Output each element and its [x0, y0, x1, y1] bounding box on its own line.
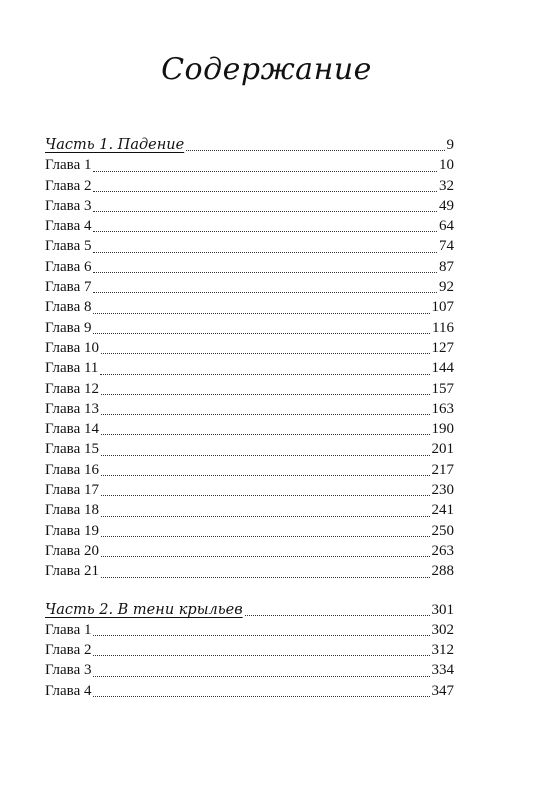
- toc-chapter-row: [45, 521, 454, 541]
- toc-chapter-row: [45, 297, 454, 317]
- chapter-title: Глава 4: [45, 218, 92, 235]
- chapter-title: Глава 12: [45, 380, 99, 397]
- dot-leader: [101, 454, 430, 456]
- page-number: 230: [431, 482, 454, 499]
- chapter-title: Глава 15: [45, 441, 99, 458]
- part-title: Часть 2. В тени крыльев: [45, 601, 243, 618]
- toc-part-2: [45, 600, 454, 701]
- toc-chapter-row: [45, 439, 454, 459]
- page-number: 116: [432, 319, 454, 336]
- page-number: 217: [431, 461, 454, 478]
- page-title: Содержание: [161, 52, 372, 87]
- dot-leader: [101, 515, 430, 517]
- toc-chapter-row: [45, 338, 454, 358]
- toc-chapter-row: [45, 216, 454, 236]
- dot-leader: [93, 312, 429, 314]
- dot-leader: [93, 654, 429, 656]
- chapter-title: Глава 8: [45, 299, 92, 316]
- toc-chapter-row: [45, 155, 454, 175]
- chapter-title: Глава 21: [45, 563, 99, 580]
- chapter-title: Глава 1: [45, 157, 92, 174]
- toc-chapter-row: [45, 460, 454, 480]
- page-number: 74: [439, 238, 454, 255]
- dot-leader: [93, 251, 437, 253]
- dot-leader: [93, 695, 429, 697]
- page-number: 87: [439, 258, 454, 275]
- page-number: 49: [439, 197, 454, 214]
- page-number: 92: [439, 279, 454, 296]
- dot-leader: [93, 170, 437, 172]
- page-number: 9: [446, 137, 454, 153]
- dot-leader: [93, 291, 437, 293]
- toc-chapter-row: [45, 541, 454, 561]
- toc-part-heading: [45, 600, 454, 620]
- toc-chapter-row: [45, 277, 454, 297]
- dot-leader: [101, 555, 430, 557]
- page-number: 190: [431, 421, 454, 438]
- chapter-title: Глава 14: [45, 421, 99, 438]
- page-number: 157: [431, 380, 454, 397]
- dot-leader: [186, 149, 444, 151]
- toc-chapter-row: [45, 660, 454, 680]
- page-number: 288: [431, 563, 454, 580]
- page-number: 263: [431, 542, 454, 559]
- chapter-title: Глава 13: [45, 400, 99, 417]
- dot-leader: [101, 352, 430, 354]
- toc-chapter-row: [45, 196, 454, 216]
- dot-leader: [101, 433, 430, 435]
- toc-chapter-row: [45, 681, 454, 701]
- dot-leader: [93, 271, 437, 273]
- dot-leader: [101, 535, 430, 537]
- chapter-title: Глава 2: [45, 177, 92, 194]
- toc-chapter-row: [45, 379, 454, 399]
- page-number: 201: [431, 441, 454, 458]
- toc-chapter-row: [45, 399, 454, 419]
- toc-chapter-row: [45, 176, 454, 196]
- dot-leader: [101, 576, 430, 578]
- toc-chapter-row: [45, 480, 454, 500]
- table-of-contents: [45, 135, 454, 701]
- page-number: 10: [439, 157, 454, 174]
- dot-leader: [100, 373, 429, 375]
- toc-chapter-row: [45, 561, 454, 581]
- page-number: 301: [431, 601, 454, 618]
- toc-part-1: [45, 135, 454, 582]
- dot-leader: [93, 675, 429, 677]
- dot-leader: [93, 230, 437, 232]
- page-number: 144: [431, 360, 454, 377]
- chapter-title: Глава 10: [45, 339, 99, 356]
- page-number: 312: [431, 642, 454, 659]
- dot-leader: [93, 634, 429, 636]
- page-number: 163: [431, 400, 454, 417]
- toc-chapter-row: [45, 318, 454, 338]
- chapter-title: Глава 6: [45, 258, 92, 275]
- toc-chapter-row: [45, 500, 454, 520]
- dot-leader: [101, 413, 430, 415]
- chapter-title: Глава 20: [45, 542, 99, 559]
- chapter-title: Глава 1: [45, 621, 92, 638]
- part-title: Часть 1. Падение: [45, 137, 185, 153]
- dot-leader: [101, 494, 430, 496]
- chapter-title: Глава 17: [45, 482, 99, 499]
- toc-chapter-row: [45, 257, 454, 277]
- toc-chapter-row: [45, 358, 454, 378]
- dot-leader: [101, 393, 430, 395]
- chapter-title: Глава 4: [45, 682, 92, 699]
- page-number: 250: [431, 522, 454, 539]
- page-number: 302: [431, 621, 454, 638]
- dot-leader: [101, 474, 430, 476]
- toc-chapter-row: [45, 640, 454, 660]
- page-number: 334: [431, 662, 454, 679]
- chapter-title: Глава 18: [45, 502, 99, 519]
- dot-leader: [93, 210, 437, 212]
- toc-part-heading: [45, 135, 454, 155]
- page-number: 347: [431, 682, 454, 699]
- chapter-title: Глава 5: [45, 238, 92, 255]
- chapter-title: Глава 3: [45, 197, 92, 214]
- toc-chapter-row: [45, 419, 454, 439]
- page-number: 32: [439, 177, 454, 194]
- toc-chapter-row: [45, 620, 454, 640]
- chapter-title: Глава 9: [45, 319, 92, 336]
- chapter-title: Глава 7: [45, 279, 92, 296]
- page-number: 241: [431, 502, 454, 519]
- chapter-title: Глава 19: [45, 522, 99, 539]
- page-number: 107: [431, 299, 454, 316]
- toc-chapter-row: [45, 236, 454, 256]
- dot-leader: [93, 190, 437, 192]
- dot-leader: [93, 332, 430, 334]
- chapter-title: Глава 3: [45, 662, 92, 679]
- page-number: 64: [439, 218, 454, 235]
- chapter-title: Глава 16: [45, 461, 99, 478]
- page-number: 127: [431, 339, 454, 356]
- chapter-title: Глава 2: [45, 642, 92, 659]
- dot-leader: [245, 614, 430, 616]
- chapter-title: Глава 11: [45, 360, 99, 377]
